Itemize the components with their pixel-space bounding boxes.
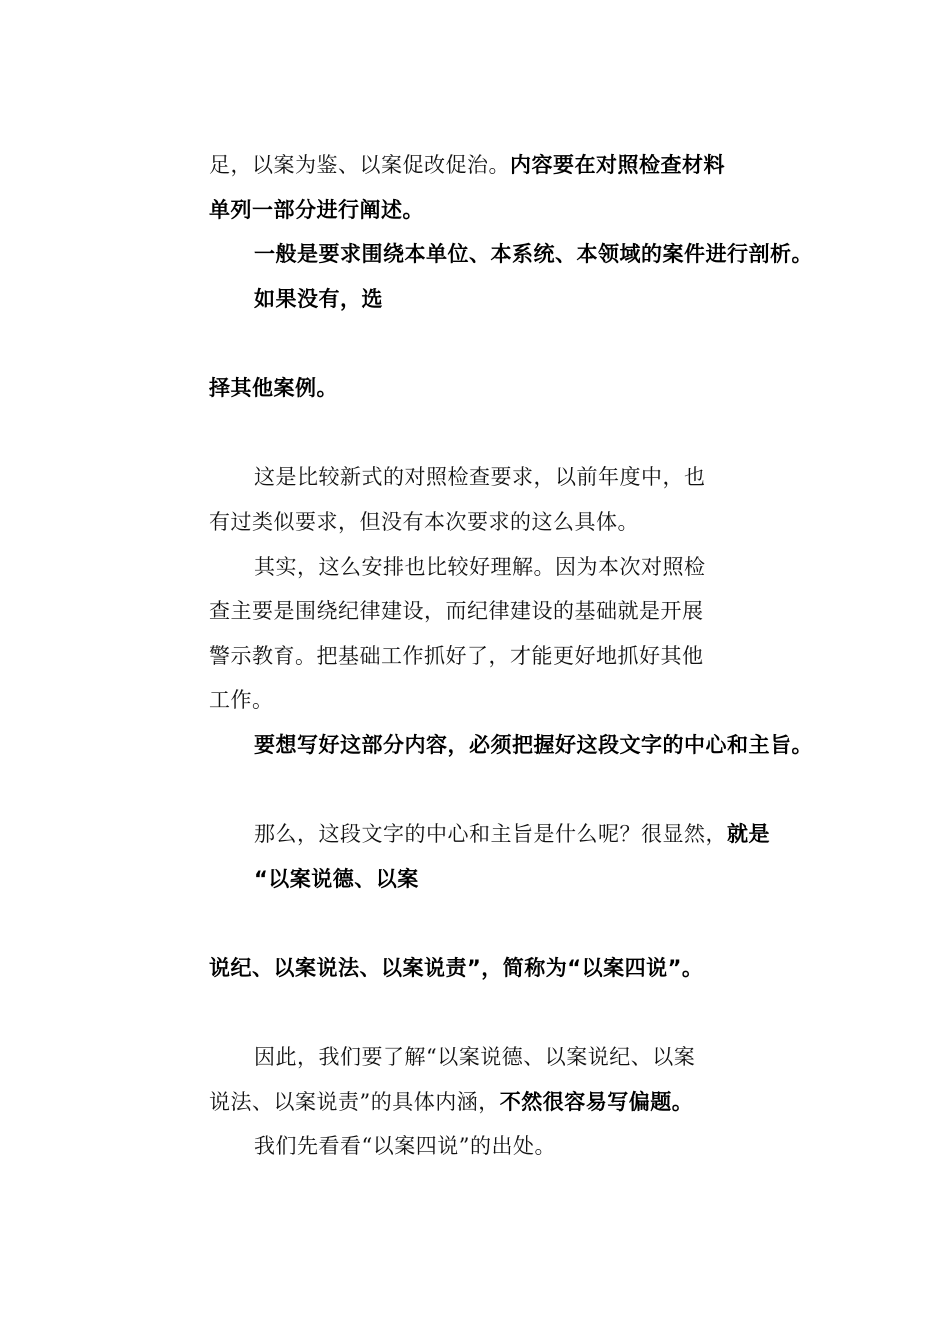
text-run: 查主要是围绕纪律建设，而纪律建设的基础就是开展 (209, 599, 704, 623)
text-line-14 (254, 866, 419, 892)
text-line-1 (209, 152, 725, 178)
text-line-18 (254, 1133, 556, 1159)
text-run: 我们先看看“以案四说”的出处。 (254, 1134, 556, 1158)
text-run-bold: 内容要在对照检查材料 (510, 153, 725, 177)
text-run: 说法、以案说责”的具体内涵， (209, 1090, 500, 1114)
text-run: 有过类似要求，但没有本次要求的这么具体。 (209, 510, 639, 534)
text-line-2 (209, 197, 424, 223)
text-line-7 (209, 509, 639, 535)
text-run: 这是比较新式的对照检查要求，以前年度中，也 (254, 465, 706, 489)
text-run: 警示教育。把基础工作抓好了，才能更好地抓好其他 (209, 644, 704, 668)
text-line-12 (254, 732, 813, 758)
text-line-16 (254, 1044, 695, 1070)
text-run-bold: 要想写好这部分内容，必须把握好这段文字的中心和主旨。 (254, 733, 813, 757)
text-run-bold: 不然很容易写偏题。 (499, 1090, 694, 1114)
text-line-11 (209, 687, 274, 713)
text-line-6 (254, 464, 706, 490)
text-line-10 (209, 643, 704, 669)
text-run: 工作。 (209, 688, 274, 712)
text-line-4 (254, 286, 383, 312)
text-line-13 (254, 821, 770, 847)
text-line-9 (209, 598, 704, 624)
text-run-bold: 说纪、以案说法、以案说责”，简称为“以案四说”。 (209, 956, 704, 980)
text-line-8 (254, 554, 706, 580)
text-run-bold: 单列一部分进行阐述。 (209, 198, 424, 222)
text-run-bold: 一般是要求围绕本单位、本系统、本领域的案件进行剖析。 (254, 242, 813, 266)
text-run-bold: 择其他案例。 (209, 376, 338, 400)
text-line-17 (209, 1089, 693, 1115)
text-line-5 (209, 375, 338, 401)
text-run: 因此，我们要了解“以案说德、以案说纪、以案 (254, 1045, 696, 1069)
text-run-bold: “以案说德、以案 (254, 867, 419, 891)
text-run-bold: 就是 (727, 822, 770, 846)
text-run: 足，以案为鉴、以案促改促治。 (209, 153, 510, 177)
text-line-15 (209, 955, 703, 981)
text-line-3 (254, 241, 813, 267)
text-run-bold: 如果没有，选 (254, 287, 383, 311)
text-run: 那么，这段文字的中心和主旨是什么呢？很显然， (254, 822, 727, 846)
text-run: 其实，这么安排也比较好理解。因为本次对照检 (254, 555, 706, 579)
